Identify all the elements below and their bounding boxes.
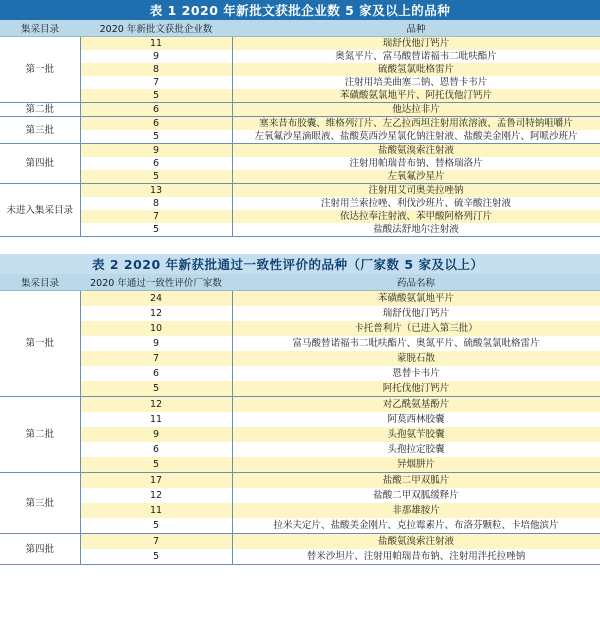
table-row	[0, 63, 600, 76]
table-row	[0, 170, 600, 184]
table-row	[0, 473, 600, 489]
count-cell: 7	[80, 210, 232, 223]
table-row	[0, 457, 600, 473]
catalog-group-cell: 第四批	[0, 534, 80, 565]
table-row	[0, 397, 600, 413]
count-cell: 7	[80, 534, 232, 550]
drug-cell: 异烟肼片	[232, 457, 600, 473]
count-cell: 5	[80, 457, 232, 473]
count-cell: 6	[80, 442, 232, 457]
count-cell: 6	[80, 103, 232, 117]
count-cell: 5	[80, 518, 232, 534]
count-cell: 11	[80, 503, 232, 518]
drug-cell: 注射用培美曲塞二钠、恩替卡韦片	[232, 76, 600, 89]
drug-cell: 左氧氟沙星片	[232, 170, 600, 184]
table2-header-catalog: 集采目录	[0, 274, 80, 291]
table-row	[0, 427, 600, 442]
table1-title-text: 表 1 2020 年新批文获批企业数 5 家及以上的品种	[149, 3, 451, 18]
drug-cell: 奥氮平片、富马酸替诺福韦二吡呋酯片	[232, 50, 600, 63]
catalog-group-cell: 第四批	[0, 144, 80, 184]
drug-cell: 苯磺酸氨氯地平片	[232, 291, 600, 307]
table-row	[0, 518, 600, 534]
table-row	[0, 103, 600, 117]
table-row	[0, 412, 600, 427]
table-row	[0, 306, 600, 321]
drug-cell: 硫酸氢氯吡格雷片	[232, 63, 600, 76]
table1-body	[0, 37, 600, 237]
drug-cell: 富马酸替诺福韦二吡呋酯片、奥氮平片、硫酸氢氯吡格雷片	[232, 336, 600, 351]
table1-title	[0, 0, 600, 20]
table1-header-count: 2020 年新批文获批企业数	[80, 20, 232, 37]
drug-cell: 替米沙坦片、注射用帕瑞昔布钠、注射用泮托拉唑钠	[232, 549, 600, 565]
drug-cell: 依达拉奉注射液、苯甲酸阿格列汀片	[232, 210, 600, 223]
table2-body	[0, 291, 600, 565]
table2-header-drug: 药品名称	[232, 274, 600, 291]
table1	[0, 20, 600, 237]
count-cell: 5	[80, 170, 232, 184]
drug-cell: 瑞舒伐他汀钙片	[232, 306, 600, 321]
drug-cell: 注射用兰索拉唑、利伐沙班片、硫辛酸注射液	[232, 197, 600, 210]
table-row	[0, 488, 600, 503]
catalog-group-cell: 第一批	[0, 291, 80, 397]
drug-cell: 头孢拉定胶囊	[232, 442, 600, 457]
drug-cell: 拉米夫定片、盐酸美金刚片、克拉霉素片、布洛芬颗粒、卡培他滨片	[232, 518, 600, 534]
table-row	[0, 321, 600, 336]
table-row	[0, 549, 600, 565]
catalog-group-cell: 第二批	[0, 103, 80, 117]
table-row	[0, 130, 600, 144]
drug-cell: 盐酸二甲双胍缓释片	[232, 488, 600, 503]
drug-cell: 塞来昔布胶囊、维格列汀片、左乙拉西坦注射用浓溶液、孟鲁司特钠咀嚼片	[232, 117, 600, 131]
count-cell: 9	[80, 336, 232, 351]
catalog-group-cell: 未进入集采目录	[0, 184, 80, 237]
count-cell: 17	[80, 473, 232, 489]
drug-cell: 盐酸氨溴索注射液	[232, 144, 600, 158]
table-row	[0, 210, 600, 223]
table-row	[0, 157, 600, 170]
table-row	[0, 291, 600, 307]
table2	[0, 274, 600, 565]
count-cell: 6	[80, 366, 232, 381]
count-cell: 9	[80, 50, 232, 63]
table-row	[0, 381, 600, 397]
drug-cell: 瑞舒伐他汀钙片	[232, 37, 600, 51]
table-row	[0, 89, 600, 103]
table2-header-row	[0, 274, 600, 291]
count-cell: 9	[80, 427, 232, 442]
count-cell: 5	[80, 381, 232, 397]
drug-cell: 对乙酰氨基酚片	[232, 397, 600, 413]
table1-header-row	[0, 20, 600, 37]
catalog-group-cell: 第一批	[0, 37, 80, 103]
count-cell: 24	[80, 291, 232, 307]
table-row	[0, 351, 600, 366]
count-cell: 7	[80, 351, 232, 366]
count-cell: 10	[80, 321, 232, 336]
drug-cell: 阿托伐他汀钙片	[232, 381, 600, 397]
count-cell: 8	[80, 63, 232, 76]
count-cell: 5	[80, 89, 232, 103]
table-row	[0, 534, 600, 550]
count-cell: 12	[80, 306, 232, 321]
drug-cell: 头孢氨苄胶囊	[232, 427, 600, 442]
catalog-group-cell: 第二批	[0, 397, 80, 473]
drug-cell: 盐酸氨溴索注射液	[232, 534, 600, 550]
drug-cell: 注射用帕瑞昔布钠、替格瑞洛片	[232, 157, 600, 170]
table-gap	[0, 237, 600, 254]
drug-cell: 恩替卡韦片	[232, 366, 600, 381]
drug-cell: 注射用艾司奥美拉唑钠	[232, 184, 600, 198]
table-row	[0, 144, 600, 158]
table-row	[0, 50, 600, 63]
table1-header-drug: 品种	[232, 20, 600, 37]
drug-cell: 非那雄胺片	[232, 503, 600, 518]
table-row	[0, 503, 600, 518]
count-cell: 13	[80, 184, 232, 198]
count-cell: 12	[80, 488, 232, 503]
drug-cell: 蒙脱石散	[232, 351, 600, 366]
count-cell: 12	[80, 397, 232, 413]
count-cell: 5	[80, 223, 232, 237]
catalog-group-cell: 第三批	[0, 117, 80, 144]
count-cell: 6	[80, 117, 232, 131]
table2-header-count: 2020 年通过一致性评价厂家数	[80, 274, 232, 291]
table2-title	[0, 254, 600, 274]
table-row	[0, 76, 600, 89]
catalog-group-cell: 第三批	[0, 473, 80, 534]
count-cell: 9	[80, 144, 232, 158]
table-row	[0, 184, 600, 198]
table-row	[0, 442, 600, 457]
drug-cell: 阿莫西林胶囊	[232, 412, 600, 427]
count-cell: 5	[80, 130, 232, 144]
table-row	[0, 223, 600, 237]
count-cell: 5	[80, 549, 232, 565]
table-row	[0, 336, 600, 351]
drug-cell: 他达拉非片	[232, 103, 600, 117]
drug-cell: 左氧氟沙星滴眼液、盐酸莫西沙星氯化钠注射液、盐酸美金刚片、阿哌沙班片	[232, 130, 600, 144]
count-cell: 11	[80, 37, 232, 51]
drug-cell: 盐酸二甲双胍片	[232, 473, 600, 489]
table-row	[0, 117, 600, 131]
drug-cell: 苯磺酸氨氯地平片、阿托伐他汀钙片	[232, 89, 600, 103]
count-cell: 8	[80, 197, 232, 210]
table-row	[0, 37, 600, 51]
count-cell: 6	[80, 157, 232, 170]
count-cell: 11	[80, 412, 232, 427]
table1-header-catalog: 集采目录	[0, 20, 80, 37]
drug-cell: 卡托普利片（已进入第三批）	[232, 321, 600, 336]
table-row	[0, 197, 600, 210]
count-cell: 7	[80, 76, 232, 89]
table2-title-text: 表 2 2020 年新获批通过一致性评价的品种（厂家数 5 家及以上）	[92, 257, 484, 272]
drug-cell: 盐酸法舒地尔注射液	[232, 223, 600, 237]
table-row	[0, 366, 600, 381]
